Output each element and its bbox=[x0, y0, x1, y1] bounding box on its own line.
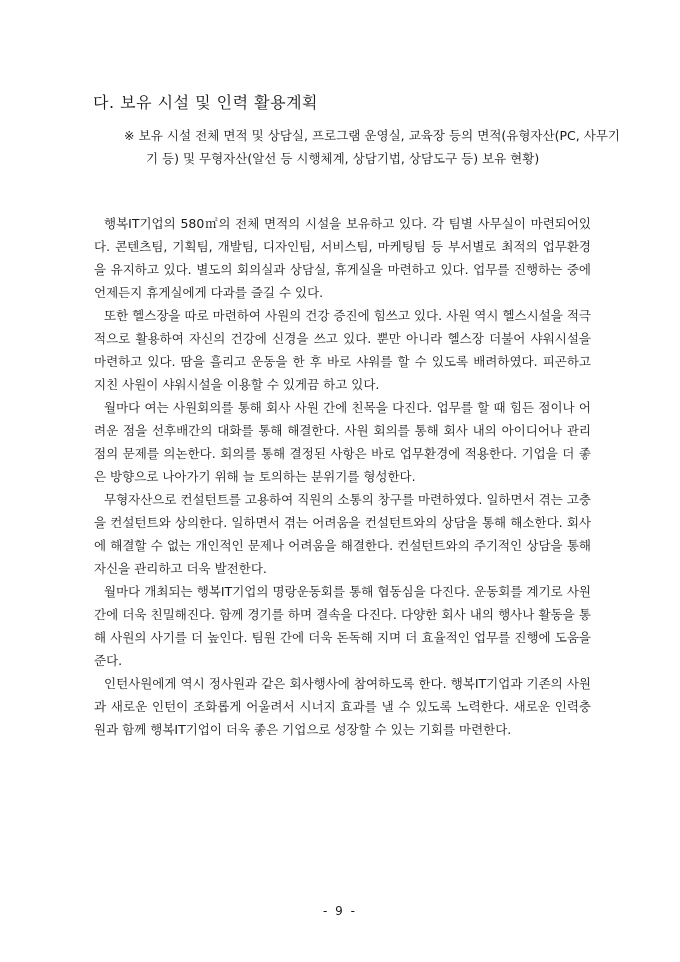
paragraph-gym: 또한 헬스장을 따로 마련하여 사원의 건강 증진에 힘쓰고 있다. 사원 역시 헬스시설을 적극적으로 활용하여 자신의 건강에 신경을 쓰고 있다. 뿐만 아니라 헬스장 더불어 샤워시설을 마련하고 있다. 땀을 흘리고 운동을 한 후 바로 샤워를 할 수 있도록 배려하였다. 피곤하고 지친 사원이 샤워시설을 이용할 수 있게끔 하고 있다. bbox=[94, 308, 591, 392]
paragraph-consultant: 무형자산으로 컨설턴트를 고용하여 직원의 소통의 창구를 마련하였다. 일하면서 겪는 고충을 컨설턴트와 상의한다. 일하면서 겪는 어려움을 컨설턴트와의 상담을 통해 해소한다. 회사에 해결할 수 없는 개인적인 문제나 어려움을 해결한다. 컨설턴트와의 주기적인 상담을 통해 자신을 관리하고 더욱 발전한다. bbox=[94, 492, 591, 576]
paragraph-sports-day: 월마다 개최되는 행복IT기업의 명랑운동회를 통해 협동심을 다진다. 운동회를 계기로 사원 간에 더욱 친밀해진다. 함께 경기를 하며 결속을 다진다. 다양한 회사 내의 행사나 활동을 통해 사원의 사기를 더 높인다. 팀원 간에 더욱 돈독해 지며 더 효율적인 업무를 진행에 도움을 준다. bbox=[94, 584, 591, 668]
paragraph-interns: 인턴사원에게 역시 정사원과 같은 회사행사에 참여하도록 한다. 행복IT기업과 기존의 사원과 새로운 인턴이 조화롭게 어울려서 시너지 효과를 낼 수 있도록 노력한다. 새로운 인력충원과 함께 행복IT기업이 더욱 좋은 기업으로 성장할 수 있는 기회를 마련한다. bbox=[94, 676, 591, 737]
paragraph-meetings: 월마다 여는 사원회의를 통해 회사 사원 간에 친목을 다진다. 업무를 할 때 힘든 점이나 어려운 점을 선후배간의 대화를 통해 해결한다. 사원 회의를 통해 회사 내의 아이디어나 관리 점의 문제를 의논한다. 회의를 통해 결정된 사항은 바로 업무환경에 적용한다. 기업을 더 좋은 방향으로 나아가기 위해 늘 토의하는 분위기를 형성한다. bbox=[94, 400, 591, 484]
paragraph-facilities: 행복IT기업의 580㎡의 전체 면적의 시설을 보유하고 있다. 각 팀별 사무실이 마련되어있다. 콘텐츠팀, 기획팀, 개발팀, 디자인팀, 서비스팀, 마케팅팀 등 부서별로 최적의 업무환경을 유지하고 있다. 별도의 회의실과 상담실, 휴게실을 마련하고 있다. 업무를 진행하는 중에 언제든지 휴게실에게 다과를 즐길 수 있다. bbox=[94, 216, 591, 300]
page-number: - 9 - bbox=[323, 904, 357, 918]
body-text bbox=[94, 212, 591, 741]
section-note: ※ 보유 시설 전체 면적 및 상담실, 프로그램 운영실, 교육장 등의 면적(유형자산(PC, 사무기기 등) 및 무형자산(알선 등 시행체계, 상담기법, 상담도구 등) 보유 현황) bbox=[124, 128, 620, 166]
section-heading: 다. 보유 시설 및 인력 활용계획 bbox=[93, 93, 318, 112]
